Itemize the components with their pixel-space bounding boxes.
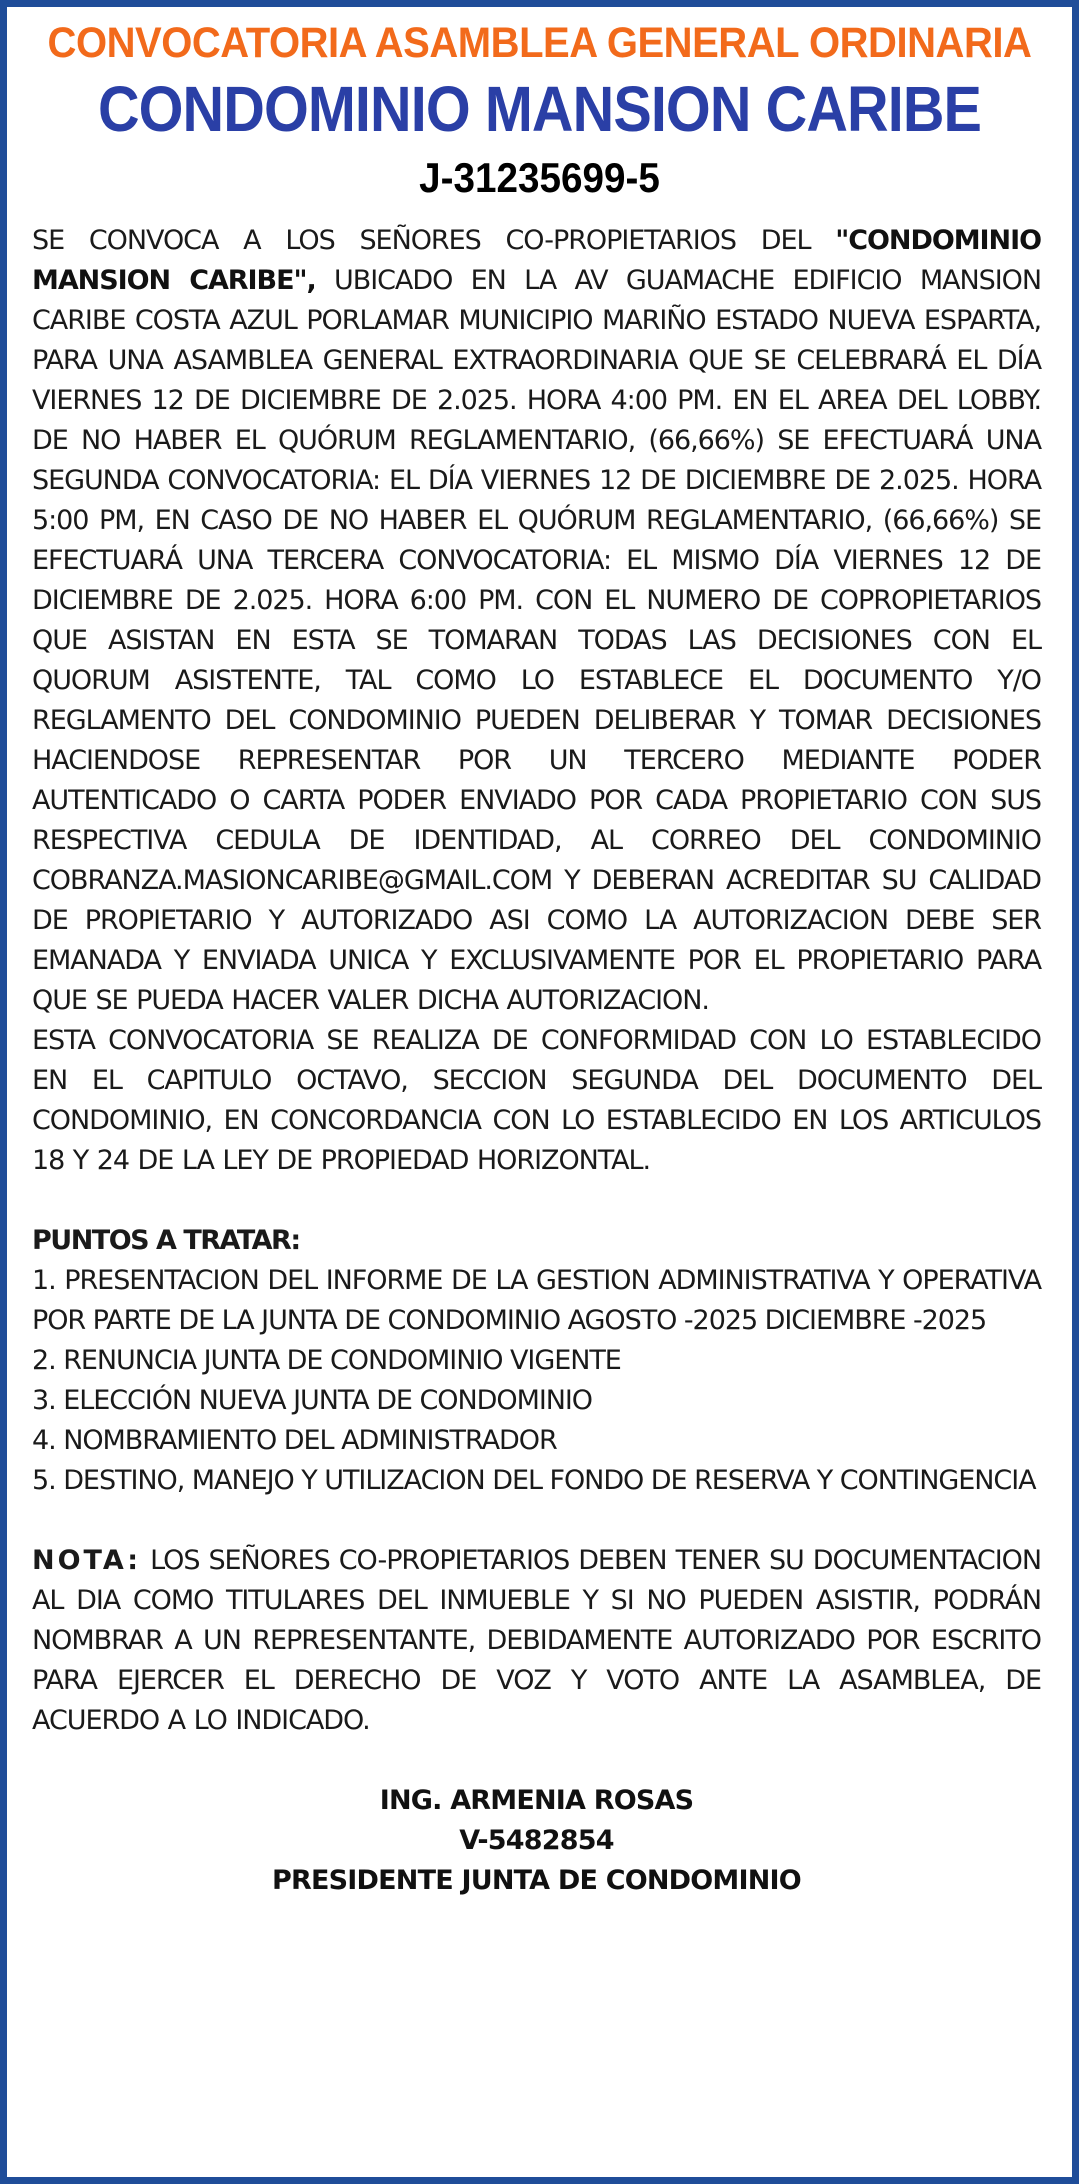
signatory-id: V-5482854 bbox=[459, 1825, 614, 1856]
legal-paragraph: ESTA CONVOCATORIA SE REALIZA DE CONFORMIDAD CON LO ESTABLECIDO EN EL CAPITULO OCTAVO, SECCION SEGUNDA DEL DOCUMENTO DEL CONDOMINIO, EN CONCORDANCIA CON LO ESTABLECIDO EN LOS ARTICULOS 18 Y 24 DE LA LEY DE PROPIEDAD HORIZONTAL. bbox=[32, 1025, 1041, 1176]
agenda-item: 4. NOMBRAMIENTO DEL ADMINISTRADOR bbox=[32, 1425, 557, 1456]
intro-condo-name: "CONDOMINIO MANSION CARIBE", bbox=[32, 225, 1041, 296]
spacer bbox=[32, 1181, 1041, 1221]
intro-paragraph bbox=[32, 221, 1041, 1021]
agenda-item: 5. DESTINO, MANEJO Y UTILIZACION DEL FONDO DE RESERVA Y CONTINGENCIA bbox=[32, 1465, 1036, 1496]
agenda-item: 1. PRESENTACION DEL INFORME DE LA GESTION ADMINISTRATIVA Y OPERATIVA POR PARTE DE LA JUNTA DE CONDOMINIO AGOSTO -2025 DICIEMBRE -2025 bbox=[32, 1265, 1041, 1336]
intro-prefix: SE CONVOCA A LOS SEÑORES CO-PROPIETARIOS DEL bbox=[32, 225, 836, 256]
signatory-name: ING. ARMENIA ROSAS bbox=[379, 1785, 694, 1816]
notice-title: CONVOCATORIA ASAMBLEA GENERAL ORDINARIA bbox=[47, 19, 1032, 67]
notice-body bbox=[7, 221, 1072, 1901]
nota-label: NOTA: bbox=[32, 1545, 142, 1576]
agenda-heading: PUNTOS A TRATAR: bbox=[32, 1225, 300, 1256]
signatory-role: PRESIDENTE JUNTA DE CONDOMINIO bbox=[272, 1865, 801, 1896]
notice-header bbox=[7, 7, 1072, 205]
agenda-item: 3. ELECCIÓN NUEVA JUNTA DE CONDOMINIO bbox=[32, 1385, 592, 1416]
agenda-item: 2. RENUNCIA JUNTA DE CONDOMINIO VIGENTE bbox=[32, 1345, 621, 1376]
spacer bbox=[32, 1501, 1041, 1541]
condominium-name: CONDOMINIO MANSION CARIBE bbox=[97, 73, 982, 145]
rif-number: J-31235699-5 bbox=[419, 154, 660, 201]
nota-text: LOS SEÑORES CO-PROPIETARIOS DEBEN TENER SU DOCUMENTACION AL DIA COMO TITULARES DEL INMUEBLE Y SI NO PUEDEN ASISTIR, PODRÁN NOMBRAR A UN REPRESENTANTE, DEBIDAMENTE AUTORIZADO POR ESCRITO PARA EJERCER EL DERECHO DE VOZ Y VOTO ANTE LA ASAMBLEA, DE ACUERDO A LO INDICADO. bbox=[32, 1545, 1041, 1736]
nota-paragraph bbox=[32, 1541, 1041, 1741]
signature-block bbox=[32, 1781, 1041, 1901]
intro-text: UBICADO EN LA AV GUAMACHE EDIFICIO MANSION CARIBE COSTA AZUL PORLAMAR MUNICIPIO MARIÑO ESTADO NUEVA ESPARTA, PARA UNA ASAMBLEA GENERAL EXTRAORDINARIA QUE SE CELEBRARÁ EL DÍA VIERNES 12 DE DICIEMBRE DE 2.025. HORA 4:00 PM. EN EL AREA DEL LOBBY. DE NO HABER EL QUÓRUM REGLAMENTARIO, (66,66%) SE EFECTUARÁ UNA SEGUNDA CONVOCATORIA: EL DÍA VIERNES 12 DE DICIEMBRE DE 2.025. HORA 5:00 PM, EN CASO DE NO HABER EL QUÓRUM REGLAMENTARIO, (66,66%) SE EFECTUARÁ UNA TERCERA CONVOCATORIA: EL MISMO DÍA VIERNES 12 DE DICIEMBRE DE 2.025. HORA 6:00 PM. CON EL NUMERO DE COPROPIETARIOS QUE ASISTAN EN ESTA SE TOMARAN TODAS LAS DECISIONES CON EL QUORUM ASISTENTE, TAL COMO LO ESTABLECE EL DOCUMENTO Y/O REGLAMENTO DEL CONDOMINIO PUEDEN DELIBERAR Y TOMAR DECISIONES HACIENDOSE REPRESENTAR POR UN TERCERO MEDIANTE PODER AUTENTICADO O CARTA PODER ENVIADO POR CADA PROPIETARIO CON SUS RESPECTIVA CEDULA DE IDENTIDAD, AL CORREO DEL CONDOMINIO COBRANZA.MASIONCARIBE@GMAIL.COM Y DEBERAN ACREDITAR SU CALIDAD DE PROPIETARIO Y AUTORIZADO ASI COMO LA AUTORIZACION DEBE SER EMANADA Y ENVIADA UNICA Y EXCLUSIVAMENTE POR EL PROPIETARIO PARA QUE SE PUEDA HACER VALER DICHA AUTORIZACION. bbox=[32, 265, 1041, 1016]
